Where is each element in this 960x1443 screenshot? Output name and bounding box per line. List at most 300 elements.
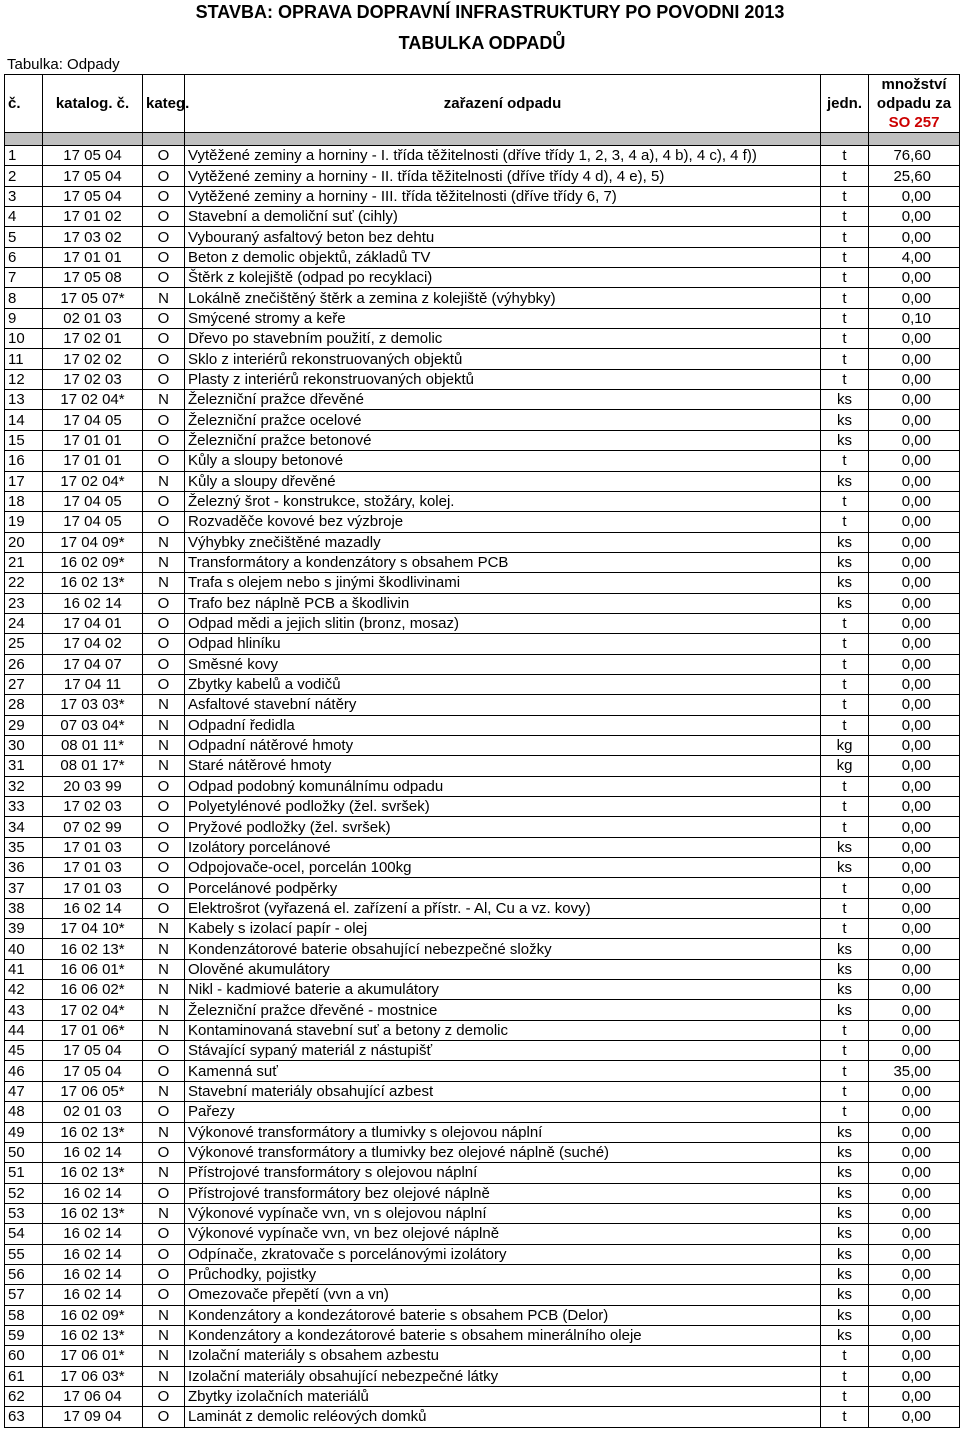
table-row <box>5 1305 960 1325</box>
row-catalog-number: 17 05 04 <box>43 166 143 186</box>
row-number: 1 <box>5 146 43 166</box>
header-quantity-line1: množství <box>881 76 947 93</box>
row-quantity: 0,00 <box>869 1244 960 1264</box>
table-row <box>5 512 960 532</box>
row-catalog-number: 17 02 03 <box>43 369 143 389</box>
table-row <box>5 1264 960 1284</box>
table-row <box>5 410 960 430</box>
table-row <box>5 1203 960 1223</box>
table-row <box>5 268 960 288</box>
row-number: 62 <box>5 1386 43 1406</box>
row-description: Směsné kovy <box>185 654 821 674</box>
row-unit: t <box>821 654 869 674</box>
row-description: Izolační materiály obsahující nebezpečné látky <box>185 1366 821 1386</box>
row-category: O <box>143 898 185 918</box>
row-number: 8 <box>5 288 43 308</box>
row-category: N <box>143 959 185 979</box>
row-category: O <box>143 512 185 532</box>
table-row <box>5 1163 960 1183</box>
row-category: N <box>143 552 185 572</box>
row-unit: ks <box>821 837 869 857</box>
row-quantity: 0,00 <box>869 735 960 755</box>
row-catalog-number: 16 02 14 <box>43 1142 143 1162</box>
row-description: Kamenná suť <box>185 1061 821 1081</box>
row-catalog-number: 17 02 04* <box>43 1000 143 1020</box>
row-quantity: 0,00 <box>869 1346 960 1366</box>
header-number: č. <box>5 75 43 133</box>
row-quantity: 0,00 <box>869 227 960 247</box>
row-category: O <box>143 837 185 857</box>
row-catalog-number: 07 02 99 <box>43 817 143 837</box>
row-catalog-number: 17 06 05* <box>43 1081 143 1101</box>
row-number: 35 <box>5 837 43 857</box>
row-catalog-number: 08 01 17* <box>43 756 143 776</box>
row-category: N <box>143 1122 185 1142</box>
row-quantity: 0,00 <box>869 593 960 613</box>
row-quantity: 0,00 <box>869 288 960 308</box>
row-number: 53 <box>5 1203 43 1223</box>
row-description: Beton z demolic objektů, základů TV <box>185 247 821 267</box>
document-subtitle: TABULKA ODPADŮ <box>398 33 566 53</box>
row-description: Zbytky kabelů a vodičů <box>185 674 821 694</box>
row-quantity: 0,00 <box>869 1386 960 1406</box>
row-catalog-number: 17 03 02 <box>43 227 143 247</box>
row-number: 52 <box>5 1183 43 1203</box>
row-unit: t <box>821 674 869 694</box>
row-quantity: 0,00 <box>869 349 960 369</box>
table-row <box>5 247 960 267</box>
row-number: 47 <box>5 1081 43 1101</box>
row-quantity: 0,00 <box>869 858 960 878</box>
table-row <box>5 715 960 735</box>
table-row <box>5 1000 960 1020</box>
row-description: Lokálně znečištěný štěrk a zemina z kolejiště (výhybky) <box>185 288 821 308</box>
table-row <box>5 491 960 511</box>
row-number: 54 <box>5 1224 43 1244</box>
row-unit: t <box>821 329 869 349</box>
row-category: N <box>143 573 185 593</box>
row-quantity: 0,00 <box>869 1081 960 1101</box>
row-category: O <box>143 1183 185 1203</box>
row-category: O <box>143 1102 185 1122</box>
row-catalog-number: 17 04 01 <box>43 613 143 633</box>
row-description: Kontaminovaná stavební suť a betony z demolic <box>185 1020 821 1040</box>
table-row <box>5 878 960 898</box>
row-description: Přístrojové transformátory s olejovou náplní <box>185 1163 821 1183</box>
row-description: Odpojovače-ocel, porcelán 100kg <box>185 858 821 878</box>
row-category: N <box>143 735 185 755</box>
row-description: Stavební a demoliční suť (cihly) <box>185 207 821 227</box>
row-category: O <box>143 247 185 267</box>
table-row <box>5 573 960 593</box>
row-unit: ks <box>821 1163 869 1183</box>
row-unit: t <box>821 308 869 328</box>
row-unit: ks <box>821 980 869 1000</box>
row-quantity: 0,00 <box>869 654 960 674</box>
table-row <box>5 288 960 308</box>
row-quantity: 0,00 <box>869 430 960 450</box>
row-catalog-number: 16 02 14 <box>43 1224 143 1244</box>
row-description: Kondenzátory a kondezátorové baterie s obsahem PCB (Delor) <box>185 1305 821 1325</box>
table-row <box>5 1346 960 1366</box>
row-category: N <box>143 1000 185 1020</box>
row-category: O <box>143 349 185 369</box>
row-description: Výkonové vypínače vvn, vn s olejovou náplní <box>185 1203 821 1223</box>
row-category: O <box>143 1142 185 1162</box>
row-quantity: 0,00 <box>869 1224 960 1244</box>
row-description: Odpadní ředidla <box>185 715 821 735</box>
row-quantity: 0,00 <box>869 1041 960 1061</box>
row-description: Porcelánové podpěrky <box>185 878 821 898</box>
row-catalog-number: 17 04 09* <box>43 532 143 552</box>
row-number: 3 <box>5 186 43 206</box>
row-catalog-number: 17 06 03* <box>43 1366 143 1386</box>
row-category: N <box>143 1305 185 1325</box>
row-quantity: 0,00 <box>869 573 960 593</box>
row-number: 41 <box>5 959 43 979</box>
table-row <box>5 1020 960 1040</box>
row-number: 37 <box>5 878 43 898</box>
row-unit: ks <box>821 430 869 450</box>
row-number: 21 <box>5 552 43 572</box>
row-number: 58 <box>5 1305 43 1325</box>
row-category: N <box>143 1081 185 1101</box>
row-category: O <box>143 797 185 817</box>
row-catalog-number: 17 05 04 <box>43 1041 143 1061</box>
row-unit: t <box>821 797 869 817</box>
row-unit: ks <box>821 1224 869 1244</box>
row-quantity: 0,00 <box>869 1020 960 1040</box>
row-number: 9 <box>5 308 43 328</box>
row-description: Transformátory a kondenzátory s obsahem PCB <box>185 552 821 572</box>
row-category: O <box>143 491 185 511</box>
row-catalog-number: 16 02 13* <box>43 1163 143 1183</box>
row-category: N <box>143 980 185 1000</box>
row-catalog-number: 17 04 10* <box>43 919 143 939</box>
row-unit: ks <box>821 939 869 959</box>
header-category: kateg. <box>143 75 185 133</box>
table-row <box>5 735 960 755</box>
waste-table <box>4 74 960 1428</box>
row-quantity: 0,00 <box>869 207 960 227</box>
document-title: STAVBA: OPRAVA DOPRAVNÍ INFRASTRUKTURY PO POVODNI 2013 <box>195 2 785 22</box>
table-row <box>5 1061 960 1081</box>
row-number: 60 <box>5 1346 43 1366</box>
row-quantity: 0,00 <box>869 1366 960 1386</box>
row-quantity: 0,00 <box>869 1285 960 1305</box>
table-row <box>5 858 960 878</box>
row-category: N <box>143 756 185 776</box>
row-description: Železniční pražce dřevěné <box>185 390 821 410</box>
header-quantity-line2: odpadu za <box>876 95 952 112</box>
row-catalog-number: 16 02 09* <box>43 1305 143 1325</box>
table-row <box>5 207 960 227</box>
table-body <box>5 146 960 1428</box>
row-number: 48 <box>5 1102 43 1122</box>
row-unit: ks <box>821 1203 869 1223</box>
row-quantity: 4,00 <box>869 247 960 267</box>
row-category: O <box>143 1244 185 1264</box>
row-description: Olověné akumulátory <box>185 959 821 979</box>
row-catalog-number: 16 02 14 <box>43 1264 143 1284</box>
row-catalog-number: 16 06 01* <box>43 959 143 979</box>
row-description: Nikl - kadmiové baterie a akumulátory <box>185 980 821 1000</box>
table-row <box>5 227 960 247</box>
row-unit: t <box>821 1407 869 1427</box>
row-number: 14 <box>5 410 43 430</box>
row-unit: ks <box>821 593 869 613</box>
table-row <box>5 776 960 796</box>
row-number: 19 <box>5 512 43 532</box>
row-catalog-number: 16 02 13* <box>43 1203 143 1223</box>
row-description: Kůly a sloupy betonové <box>185 451 821 471</box>
row-description: Odpad podobný komunálnímu odpadu <box>185 776 821 796</box>
row-unit: t <box>821 715 869 735</box>
row-unit: ks <box>821 1325 869 1345</box>
row-number: 50 <box>5 1142 43 1162</box>
row-category: O <box>143 1061 185 1081</box>
row-category: O <box>143 858 185 878</box>
row-unit: t <box>821 919 869 939</box>
row-unit: t <box>821 146 869 166</box>
row-quantity: 0,00 <box>869 756 960 776</box>
table-row <box>5 1224 960 1244</box>
row-catalog-number: 17 05 08 <box>43 268 143 288</box>
row-description: Odpadní nátěrové hmoty <box>185 735 821 755</box>
row-category: N <box>143 1203 185 1223</box>
row-unit: t <box>821 1041 869 1061</box>
row-unit: ks <box>821 573 869 593</box>
row-unit: kg <box>821 735 869 755</box>
row-number: 45 <box>5 1041 43 1061</box>
row-description: Výhybky znečištěné mazadly <box>185 532 821 552</box>
table-row <box>5 1142 960 1162</box>
table-row <box>5 532 960 552</box>
row-number: 46 <box>5 1061 43 1081</box>
row-description: Rozvaděče kovové bez výzbroje <box>185 512 821 532</box>
table-row <box>5 1325 960 1345</box>
table-row <box>5 1102 960 1122</box>
row-category: N <box>143 1325 185 1345</box>
row-unit: t <box>821 227 869 247</box>
row-catalog-number: 17 05 04 <box>43 1061 143 1081</box>
row-catalog-number: 17 01 01 <box>43 451 143 471</box>
row-description: Zbytky izolačních materiálů <box>185 1386 821 1406</box>
table-row <box>5 471 960 491</box>
row-catalog-number: 17 01 03 <box>43 837 143 857</box>
table-row <box>5 613 960 633</box>
row-unit: t <box>821 268 869 288</box>
row-quantity: 0,00 <box>869 898 960 918</box>
row-number: 63 <box>5 1407 43 1427</box>
row-unit: t <box>821 451 869 471</box>
row-catalog-number: 17 01 06* <box>43 1020 143 1040</box>
row-category: N <box>143 939 185 959</box>
row-description: Železniční pražce betonové <box>185 430 821 450</box>
row-quantity: 0,00 <box>869 1305 960 1325</box>
row-quantity: 0,10 <box>869 308 960 328</box>
row-description: Izolační materiály s obsahem azbestu <box>185 1346 821 1366</box>
row-number: 38 <box>5 898 43 918</box>
row-description: Vytěžené zeminy a horniny - III. třída těžitelnosti (dříve třídy 6, 7) <box>185 186 821 206</box>
row-description: Staré nátěrové hmoty <box>185 756 821 776</box>
row-description: Výkonové transformátory a tlumivky bez olejové náplně (suché) <box>185 1142 821 1162</box>
row-description: Vytěžené zeminy a horniny - II. třída těžitelnosti (dříve třídy 4 d), 4 e), 5) <box>185 166 821 186</box>
row-description: Asfaltové stavební nátěry <box>185 695 821 715</box>
row-quantity: 0,00 <box>869 797 960 817</box>
table-row <box>5 1122 960 1142</box>
row-unit: t <box>821 898 869 918</box>
row-category: O <box>143 878 185 898</box>
row-number: 10 <box>5 329 43 349</box>
row-quantity: 0,00 <box>869 1203 960 1223</box>
row-unit: ks <box>821 390 869 410</box>
row-category: N <box>143 919 185 939</box>
row-quantity: 0,00 <box>869 1102 960 1122</box>
table-row <box>5 308 960 328</box>
row-category: O <box>143 1264 185 1284</box>
table-header-row <box>5 75 960 133</box>
row-unit: ks <box>821 1244 869 1264</box>
table-row <box>5 1244 960 1264</box>
row-catalog-number: 17 05 04 <box>43 146 143 166</box>
header-separator <box>5 133 960 146</box>
row-quantity: 0,00 <box>869 512 960 532</box>
row-number: 57 <box>5 1285 43 1305</box>
row-number: 34 <box>5 817 43 837</box>
header-catalog-number: katalog. č. <box>43 75 143 133</box>
row-quantity: 0,00 <box>869 1163 960 1183</box>
row-unit: t <box>821 1102 869 1122</box>
row-number: 20 <box>5 532 43 552</box>
row-unit: ks <box>821 1285 869 1305</box>
row-catalog-number: 17 02 02 <box>43 349 143 369</box>
header-unit: jedn. <box>821 75 869 133</box>
table-row <box>5 634 960 654</box>
row-description: Odpad hliníku <box>185 634 821 654</box>
row-description: Železniční pražce dřevěné - mostnice <box>185 1000 821 1020</box>
row-unit: t <box>821 369 869 389</box>
row-number: 56 <box>5 1264 43 1284</box>
row-catalog-number: 17 02 04* <box>43 471 143 491</box>
row-description: Pařezy <box>185 1102 821 1122</box>
row-category: N <box>143 1020 185 1040</box>
table-row <box>5 674 960 694</box>
row-number: 17 <box>5 471 43 491</box>
row-catalog-number: 16 02 14 <box>43 1244 143 1264</box>
table-row <box>5 797 960 817</box>
row-unit: t <box>821 1081 869 1101</box>
row-quantity: 35,00 <box>869 1061 960 1081</box>
row-number: 55 <box>5 1244 43 1264</box>
row-category: N <box>143 390 185 410</box>
table-row <box>5 369 960 389</box>
table-row <box>5 329 960 349</box>
row-number: 4 <box>5 207 43 227</box>
header-quantity <box>869 75 960 133</box>
row-category: O <box>143 451 185 471</box>
row-catalog-number: 08 01 11* <box>43 735 143 755</box>
row-category: N <box>143 288 185 308</box>
row-description: Trafa s olejem nebo s jinými škodlivinami <box>185 573 821 593</box>
row-description: Sklo z interiérů rekonstruovaných objektů <box>185 349 821 369</box>
row-description: Kůly a sloupy dřevěné <box>185 471 821 491</box>
row-category: O <box>143 776 185 796</box>
row-unit: t <box>821 634 869 654</box>
row-quantity: 0,00 <box>869 634 960 654</box>
row-unit: t <box>821 491 869 511</box>
row-unit: ks <box>821 1305 869 1325</box>
row-quantity: 0,00 <box>869 369 960 389</box>
row-description: Štěrk z kolejiště (odpad po recyklaci) <box>185 268 821 288</box>
row-category: O <box>143 674 185 694</box>
row-quantity: 0,00 <box>869 1325 960 1345</box>
row-description: Omezovače přepětí (vvn a vn) <box>185 1285 821 1305</box>
table-row <box>5 186 960 206</box>
row-catalog-number: 17 04 11 <box>43 674 143 694</box>
table-row <box>5 1386 960 1406</box>
row-unit: kg <box>821 756 869 776</box>
table-row <box>5 390 960 410</box>
row-catalog-number: 16 02 09* <box>43 552 143 572</box>
table-row <box>5 654 960 674</box>
row-description: Plasty z interiérů rekonstruovaných objektů <box>185 369 821 389</box>
row-catalog-number: 17 05 07* <box>43 288 143 308</box>
row-number: 23 <box>5 593 43 613</box>
row-catalog-number: 17 01 01 <box>43 247 143 267</box>
row-category: N <box>143 1163 185 1183</box>
row-number: 42 <box>5 980 43 1000</box>
row-category: O <box>143 1224 185 1244</box>
row-category: N <box>143 1346 185 1366</box>
table-row <box>5 451 960 471</box>
row-description: Výkonové vypínače vvn, vn bez olejové náplně <box>185 1224 821 1244</box>
row-catalog-number: 16 02 13* <box>43 939 143 959</box>
table-row <box>5 349 960 369</box>
row-unit: t <box>821 1061 869 1081</box>
row-category: O <box>143 634 185 654</box>
row-description: Kondenzátory a kondezátorové baterie s obsahem minerálního oleje <box>185 1325 821 1345</box>
row-catalog-number: 17 02 04* <box>43 390 143 410</box>
row-category: O <box>143 268 185 288</box>
row-unit: t <box>821 186 869 206</box>
row-number: 26 <box>5 654 43 674</box>
row-description: Železniční pražce ocelové <box>185 410 821 430</box>
row-category: O <box>143 593 185 613</box>
row-number: 51 <box>5 1163 43 1183</box>
row-unit: t <box>821 1020 869 1040</box>
row-category: O <box>143 1041 185 1061</box>
table-row <box>5 1407 960 1427</box>
row-number: 33 <box>5 797 43 817</box>
row-catalog-number: 17 05 04 <box>43 186 143 206</box>
row-category: O <box>143 329 185 349</box>
row-description: Kondenzátorové baterie obsahující nebezpečné složky <box>185 939 821 959</box>
row-category: N <box>143 695 185 715</box>
row-quantity: 0,00 <box>869 451 960 471</box>
row-catalog-number: 16 02 14 <box>43 898 143 918</box>
table-row <box>5 1041 960 1061</box>
row-number: 32 <box>5 776 43 796</box>
row-quantity: 0,00 <box>869 980 960 1000</box>
row-category: O <box>143 1285 185 1305</box>
row-description: Výkonové transformátory a tlumivky s olejovou náplní <box>185 1122 821 1142</box>
row-description: Kabely s izolací papír - olej <box>185 919 821 939</box>
row-category: O <box>143 186 185 206</box>
table-row <box>5 1183 960 1203</box>
row-catalog-number: 16 06 02* <box>43 980 143 1000</box>
table-row <box>5 980 960 1000</box>
